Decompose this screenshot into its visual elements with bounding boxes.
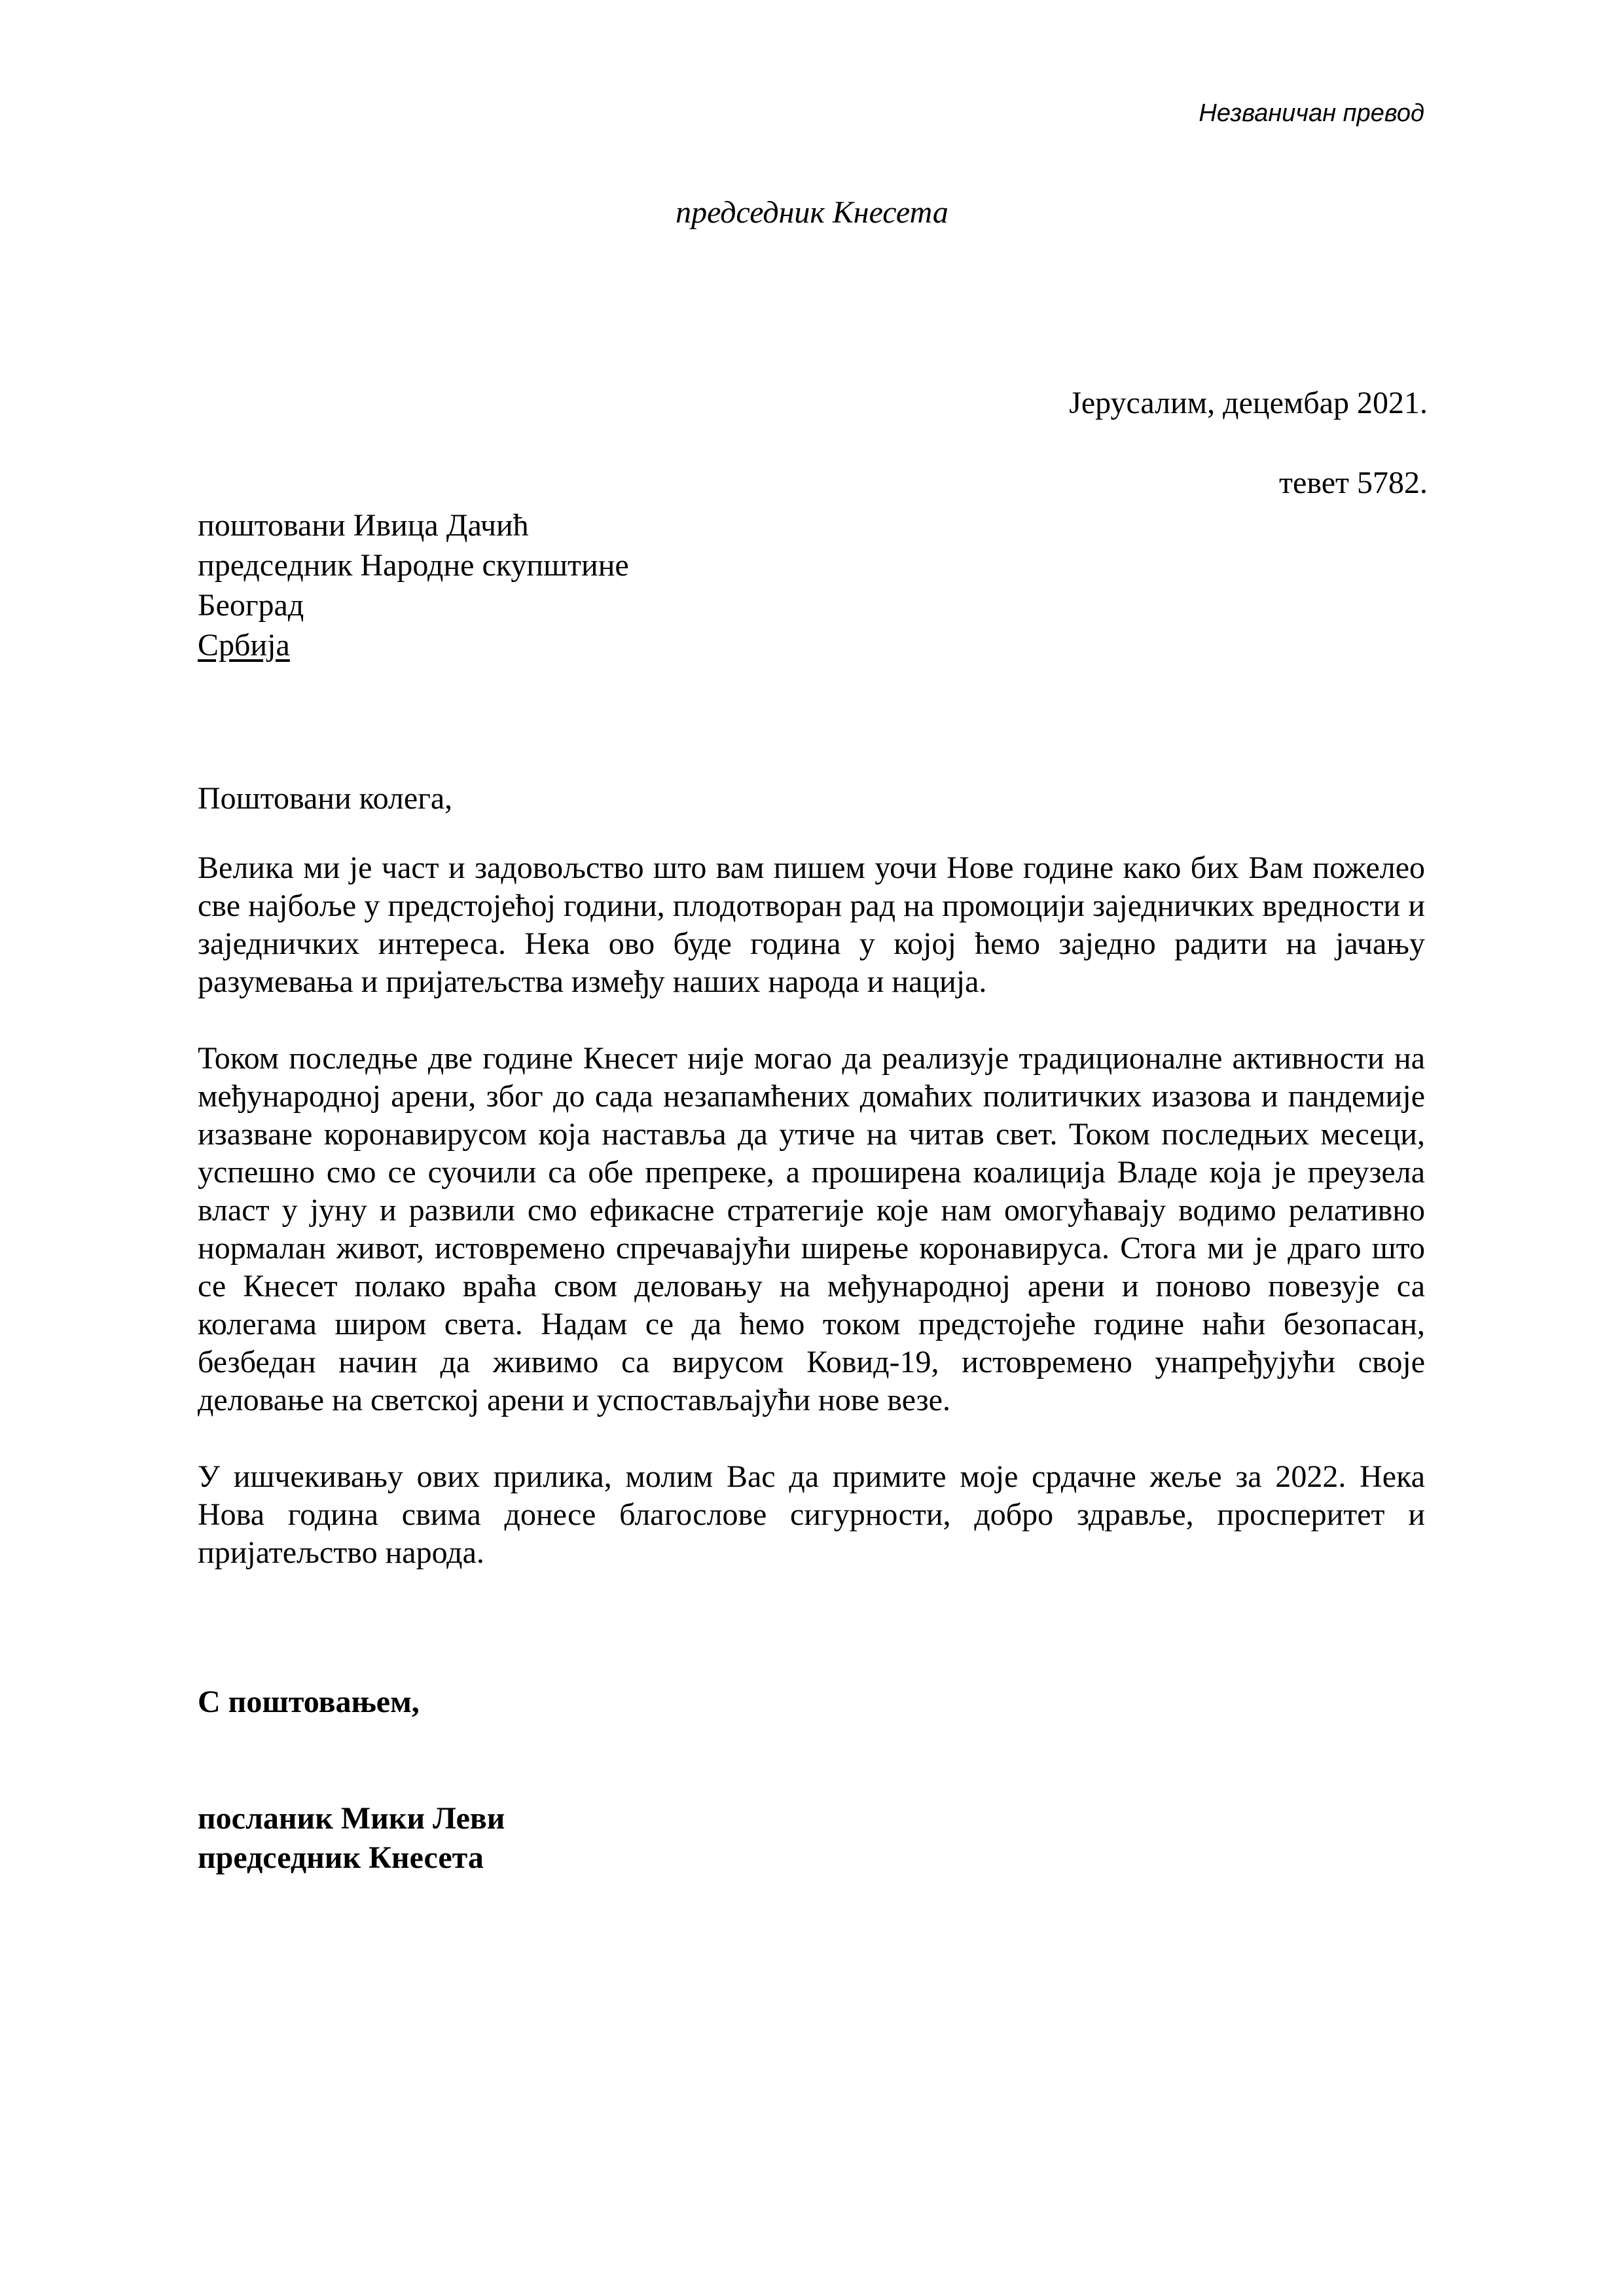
date-block (1069, 384, 1428, 503)
addressee-city: Београд (198, 588, 304, 623)
letter-body (198, 849, 1425, 1611)
gregorian-date: Јерусалим, децембар 2021. (1069, 386, 1428, 420)
addressee-name: поштовани Ивица Дачић (198, 508, 529, 543)
letterhead-title: председник Кнесета (676, 195, 948, 230)
unofficial-translation-note: Незваничан превод (1199, 100, 1424, 127)
signature-block (198, 1799, 505, 1878)
body-paragraph-1: Велика ми је част и задовољство што вам пишем уочи Нове године како бих Вам пожелео све најбоље у предстојећој години, плодотворан рад на промоцији заједничких вредности и заједничких интереса. Нека ово буде година у којој ћемо заједно радити на јачању разумевања и пријатељства између наших народа и нација. (198, 850, 1425, 999)
closing: С поштовањем, (198, 1685, 420, 1719)
addressee-country: Србија (198, 628, 290, 663)
body-paragraph-3: У ишчекивању ових прилика, молим Вас да примите моје срдачне жеље за 2022. Нека Нова година свима донесе благослове сигурности, добро здравље, просперитет и пријатељство народа. (198, 1459, 1425, 1570)
salutation: Поштовани колега, (198, 781, 453, 816)
addressee-position: председник Народне скупштине (198, 548, 629, 583)
signatory-name: посланик Мики Леви (198, 1801, 505, 1836)
hebrew-date: тевет 5782. (1279, 465, 1428, 500)
body-paragraph-2: Током последње две године Кнесет није могао да реализује традиционалне активности на међународној арени, због до сада незапамћених домаћих политичких изазова и пандемије изазване коронавирусом која наставља да утиче на читав свет. Током последњих месеци, успешно смо се суочили са обе препреке, а проширена коалиција Владе која је преузела власт у јуну и развили смо ефикасне стратегије које нам омогућавају водимо релативно нормалан живот, истовремено спречавајући ширење коронавируса. Стога ми је драго што се Кнесет полако враћа свом деловању на међународној арени и поново повезује са колегама широм света. Надам се да ћемо током предстојеће године наћи безопасан, безбедан начин да живимо са вирусом Ковид-19, истовремено унапређујући своје деловање на светској арени и успостављајући нове везе. (198, 1041, 1425, 1417)
signatory-title: председник Кнесета (198, 1840, 484, 1875)
addressee-block (198, 505, 629, 665)
